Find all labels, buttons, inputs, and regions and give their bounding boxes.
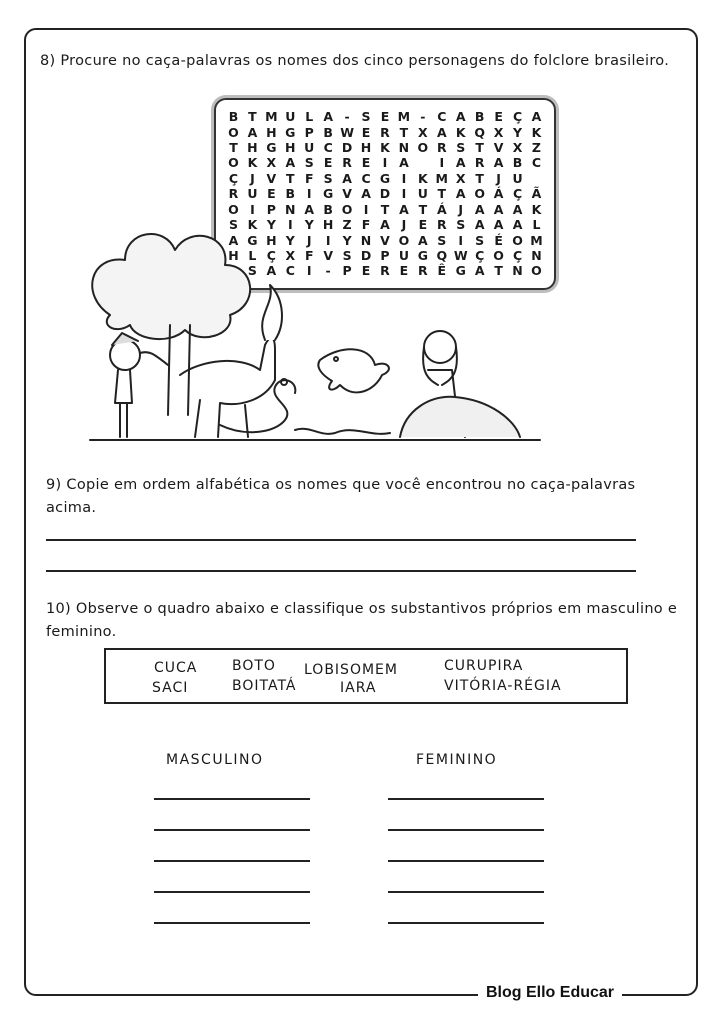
word-search-letter[interactable]: G (285, 124, 296, 140)
word-search-letter[interactable]: O (228, 124, 239, 140)
word-search-letter[interactable]: Ç (228, 170, 239, 186)
word-search-letter[interactable]: V (342, 186, 352, 202)
word-search-letter[interactable]: A (512, 217, 523, 233)
word-search-letter[interactable]: A (399, 155, 409, 171)
word-search-letter[interactable]: L (532, 217, 541, 233)
word-search-letter[interactable]: A (455, 109, 466, 125)
word-search-letter[interactable]: S (304, 155, 314, 171)
word-search-letter[interactable]: A (493, 155, 504, 171)
word-iara: IARA (340, 680, 377, 696)
word-search-letter[interactable]: Ê (437, 263, 447, 279)
word-search-letter[interactable]: J (496, 170, 501, 186)
feminino-answer-line[interactable] (388, 798, 544, 800)
word-search-letter[interactable]: A (455, 155, 466, 171)
footer-brand: Blog Ello Educar (478, 984, 622, 1002)
word-search-letter[interactable]: P (380, 247, 390, 263)
word-search-letter[interactable]: A (512, 201, 523, 217)
word-search-letter[interactable]: C (285, 263, 295, 279)
word-search-letter[interactable]: I (250, 201, 255, 217)
question-8-text: 8) Procure no caça-palavras os nomes dos cinco personagens do folclore brasileiro. (40, 53, 670, 69)
word-saci: SACI (152, 680, 189, 696)
word-search-letter[interactable]: E (267, 186, 276, 202)
word-search-letter[interactable]: T (286, 170, 295, 186)
word-search-letter[interactable]: X (266, 155, 277, 171)
word-search-letter[interactable]: J (458, 201, 464, 217)
word-search-letter[interactable]: G (417, 247, 428, 263)
word-search-letter[interactable]: S (361, 109, 371, 125)
word-search-letter[interactable]: É (494, 232, 503, 248)
word-search-letter[interactable]: I (363, 201, 369, 217)
word-search-letter[interactable]: C (531, 155, 542, 171)
word-search-letter[interactable]: A (493, 201, 504, 217)
word-search-letter[interactable]: Z (531, 140, 541, 156)
word-search-letter[interactable]: N (531, 247, 542, 263)
word-search-letter[interactable]: V (266, 170, 277, 186)
word-search-letter[interactable]: E (380, 109, 390, 125)
word-search-letter[interactable]: A (304, 201, 315, 217)
word-search-letter[interactable]: D (379, 186, 391, 202)
word-search-letter[interactable]: N (398, 140, 410, 156)
word-search-letter[interactable]: X (455, 170, 466, 186)
word-search-letter[interactable]: L (305, 109, 314, 125)
word-search-letter[interactable]: F (304, 170, 314, 186)
word-search-letter[interactable]: Ç (475, 247, 485, 263)
word-search-letter[interactable]: E (418, 217, 428, 233)
word-search-letter[interactable]: I (325, 232, 331, 248)
answer-line[interactable] (46, 539, 636, 541)
word-search-letter[interactable]: G (266, 140, 277, 156)
word-search-letter[interactable]: C (323, 140, 333, 156)
word-search-letter[interactable]: D (341, 140, 353, 156)
word-search-letter[interactable]: J (401, 217, 407, 233)
word-search-letter[interactable]: W (453, 247, 468, 263)
folklore-illustration (70, 175, 560, 455)
word-search-letter[interactable]: K (418, 170, 428, 186)
word-search-letter[interactable]: Ç (266, 247, 276, 263)
column-header-feminino: FEMININO (416, 752, 498, 768)
word-search-letter[interactable]: S (437, 232, 447, 248)
word-search-letter[interactable]: Á (436, 201, 447, 217)
word-search-row (224, 125, 546, 140)
word-search-letter[interactable]: R (418, 263, 428, 279)
word-search-letter[interactable]: H (266, 232, 277, 248)
word-search-letter[interactable]: I (306, 263, 312, 279)
word-search-letter[interactable]: U (247, 186, 258, 202)
word-boitata: BOITATÁ (232, 678, 297, 694)
word-search-letter[interactable]: E (361, 124, 371, 140)
word-search-letter[interactable]: Á (493, 186, 504, 202)
word-search-letter[interactable]: O (493, 247, 504, 263)
word-lobisomem: LOBISOMEM (304, 662, 398, 678)
word-search-letter[interactable]: S (475, 232, 485, 248)
word-search-letter[interactable]: T (380, 201, 390, 217)
word-search-letter[interactable]: O (341, 201, 353, 217)
word-search-letter[interactable]: Ç (512, 109, 523, 125)
word-search-letter[interactable]: H (266, 124, 277, 140)
word-search-letter[interactable]: A (228, 232, 239, 248)
word-search-letter[interactable]: U (512, 170, 523, 186)
word-search-letter[interactable]: E (399, 263, 409, 279)
word-search-letter[interactable]: I (287, 217, 293, 233)
word-search-letter[interactable]: C (361, 170, 371, 186)
word-search-letter[interactable]: C (437, 109, 447, 125)
word-search-letter[interactable]: O (417, 140, 429, 156)
word-search-letter[interactable]: S (342, 247, 352, 263)
word-search-letter[interactable]: T (475, 170, 484, 186)
word-search-letter[interactable]: V (380, 232, 390, 248)
word-search-letter[interactable]: O (398, 232, 410, 248)
word-search-letter[interactable]: K (380, 140, 390, 156)
word-search-letter[interactable]: H (247, 140, 258, 156)
word-search-letter[interactable]: X (285, 247, 296, 263)
word-search-letter[interactable]: A (493, 217, 504, 233)
word-search-letter[interactable]: R (436, 140, 447, 156)
word-search-letter[interactable]: P (304, 124, 314, 140)
question-9-text: 9) Copie em ordem alfabética os nomes que você encontrou no caça-palavras acima. (46, 477, 636, 516)
word-search-letter[interactable]: K (247, 155, 258, 171)
word-search-letter[interactable]: Q (474, 124, 485, 140)
word-search-letter[interactable]: F (361, 217, 371, 233)
word-search-letter[interactable]: N (285, 201, 296, 217)
word-search-letter[interactable]: X (493, 124, 504, 140)
word-search-letter[interactable]: J (250, 170, 255, 186)
word-search-letter[interactable]: Ç (512, 186, 523, 202)
word-search-letter[interactable]: O (512, 232, 523, 248)
word-search-letter[interactable]: O (531, 263, 542, 279)
masculino-answer-line[interactable] (154, 891, 310, 893)
word-search-letter[interactable]: A (323, 109, 333, 125)
word-vitoria-regia: VITÓRIA-RÉGIA (444, 678, 562, 694)
word-search-letter[interactable]: B (285, 186, 296, 202)
word-search-letter[interactable]: B (323, 124, 333, 140)
word-search-letter[interactable]: A (285, 155, 296, 171)
masculino-answer-line[interactable] (154, 922, 310, 924)
word-search-letter[interactable]: H (285, 140, 296, 156)
word-search-letter[interactable]: G (323, 186, 334, 202)
word-search-letter[interactable]: T (399, 124, 409, 140)
masculino-answer-line[interactable] (154, 798, 310, 800)
word-search-letter[interactable]: - (344, 109, 350, 125)
word-search-letter[interactable]: Y (513, 124, 523, 140)
word-search-letter[interactable]: - (420, 109, 426, 125)
word-search-letter[interactable]: R (380, 263, 390, 279)
word-search-letter[interactable]: K (247, 217, 258, 233)
word-search-letter[interactable]: A (531, 109, 542, 125)
word-search-letter[interactable]: N (512, 263, 523, 279)
word-search-letter[interactable]: A (455, 186, 466, 202)
word-search-letter[interactable]: A (436, 124, 447, 140)
masculino-answer-line[interactable] (154, 860, 310, 862)
answer-line[interactable] (46, 570, 636, 572)
word-search-letter[interactable]: P (266, 201, 276, 217)
word-search-letter[interactable]: E (323, 155, 333, 171)
word-search-letter[interactable]: R (342, 155, 352, 171)
word-search-letter[interactable]: W (340, 124, 354, 140)
word-search-letter[interactable]: S (323, 170, 333, 186)
word-search-letter[interactable]: M (397, 109, 411, 125)
word-search-letter[interactable]: B (228, 109, 239, 125)
word-search-letter[interactable]: Y (304, 217, 314, 233)
word-search-letter[interactable]: T (418, 201, 428, 217)
word-search-letter[interactable]: K (455, 124, 466, 140)
word-search-letter[interactable]: A (474, 217, 485, 233)
word-search-letter[interactable]: F (304, 247, 314, 263)
word-search-letter[interactable]: I (401, 186, 407, 202)
word-search-letter[interactable]: U (398, 247, 409, 263)
word-search-letter[interactable]: A (418, 232, 428, 248)
word-search-letter[interactable]: I (382, 155, 388, 171)
word-search-letter[interactable]: G (455, 263, 466, 279)
word-search-letter[interactable]: E (361, 263, 371, 279)
word-search-letter[interactable]: A (266, 263, 277, 279)
word-search-letter[interactable]: Q (436, 247, 448, 263)
word-search-letter[interactable]: T (248, 109, 257, 125)
column-header-masculino: MASCULINO (166, 752, 264, 768)
word-search-letter[interactable]: K (531, 124, 542, 140)
word-search-letter[interactable]: H (360, 140, 372, 156)
word-search-letter[interactable]: E (361, 155, 371, 171)
word-search-letter[interactable]: Y (342, 232, 352, 248)
word-search-letter[interactable]: J (306, 232, 312, 248)
word-curupira: CURUPIRA (444, 658, 524, 674)
word-search-letter[interactable]: A (361, 186, 371, 202)
word-search-letter[interactable]: R (380, 124, 390, 140)
word-search-letter[interactable]: S (456, 140, 466, 156)
word-search-letter[interactable]: R (436, 217, 447, 233)
word-search-letter[interactable]: U (285, 109, 296, 125)
word-search-letter[interactable]: Ç (512, 247, 523, 263)
word-search-letter[interactable]: S (228, 217, 238, 233)
word-search-letter[interactable]: I (306, 186, 312, 202)
word-search-letter[interactable]: B (474, 109, 485, 125)
word-search-letter[interactable]: N (360, 232, 372, 248)
word-search-letter[interactable]: O (228, 155, 239, 171)
word-search-row (224, 155, 546, 170)
word-search-letter[interactable]: T (437, 186, 447, 202)
feminino-answer-line[interactable] (388, 829, 544, 831)
word-search-letter[interactable]: Y (266, 217, 276, 233)
word-search-letter[interactable]: T (475, 140, 484, 156)
word-search-letter[interactable]: Y (285, 232, 295, 248)
word-search-letter[interactable]: H (228, 247, 239, 263)
word-search-letter[interactable]: T (229, 140, 238, 156)
word-search-letter[interactable]: X (512, 140, 523, 156)
word-cuca: CUCA (154, 660, 198, 676)
word-search-letter[interactable]: A (380, 217, 390, 233)
word-search-letter[interactable]: I (439, 155, 445, 171)
word-search-letter[interactable]: B (323, 201, 333, 217)
word-search-letter[interactable]: O (228, 201, 239, 217)
word-search-letter[interactable]: U (304, 140, 315, 156)
question-10-text: 10) Observe o quadro abaixo e classifique os substantivos próprios em masculino e feminino. (46, 601, 678, 640)
word-search-letter[interactable]: - (325, 263, 331, 279)
word-search-letter[interactable]: O (474, 186, 485, 202)
word-search-letter[interactable]: I (458, 232, 464, 248)
word-search-letter[interactable]: A (474, 201, 485, 217)
word-search-letter[interactable]: D (360, 247, 372, 263)
word-box (104, 648, 628, 704)
word-search-letter[interactable]: V (323, 247, 333, 263)
word-search-letter[interactable]: M (265, 109, 278, 125)
word-search-letter[interactable]: V (493, 140, 504, 156)
word-search-letter[interactable]: X (418, 124, 428, 140)
word-search-letter[interactable]: A (474, 263, 485, 279)
word-search-letter[interactable]: M (435, 170, 448, 186)
word-search-letter[interactable]: S (247, 263, 257, 279)
word-search-letter[interactable]: E (494, 109, 503, 125)
word-boto: BOTO (232, 658, 276, 674)
word-search-letter[interactable]: A (247, 124, 258, 140)
word-search-letter[interactable]: B (512, 155, 523, 171)
word-search-letter[interactable]: P (342, 263, 352, 279)
word-search-letter[interactable]: I (401, 170, 407, 186)
word-search-letter[interactable]: U (417, 186, 428, 202)
word-search-letter[interactable]: G (379, 170, 391, 186)
word-search-letter[interactable]: H (322, 217, 334, 233)
word-search-letter[interactable]: A (342, 170, 352, 186)
word-search-letter[interactable]: R (228, 186, 239, 202)
word-search-letter[interactable]: L (248, 247, 257, 263)
word-search-letter[interactable] (413, 155, 432, 170)
feminino-answer-line[interactable] (388, 860, 544, 862)
word-search-letter[interactable]: Z (342, 217, 352, 233)
word-search-letter[interactable]: G (247, 232, 258, 248)
word-search-row (224, 140, 546, 155)
word-search-letter[interactable]: A (399, 201, 409, 217)
word-search-letter[interactable]: T (494, 263, 503, 279)
word-search-letter[interactable]: K (531, 201, 542, 217)
word-search-row (224, 109, 546, 124)
word-search-letter[interactable]: M (530, 232, 543, 248)
feminino-answer-line[interactable] (388, 891, 544, 893)
feminino-answer-line[interactable] (388, 922, 544, 924)
word-search-letter[interactable]: Ã (531, 186, 542, 202)
masculino-answer-line[interactable] (154, 829, 310, 831)
word-search-letter[interactable]: R (474, 155, 485, 171)
word-search-letter[interactable]: S (456, 217, 466, 233)
